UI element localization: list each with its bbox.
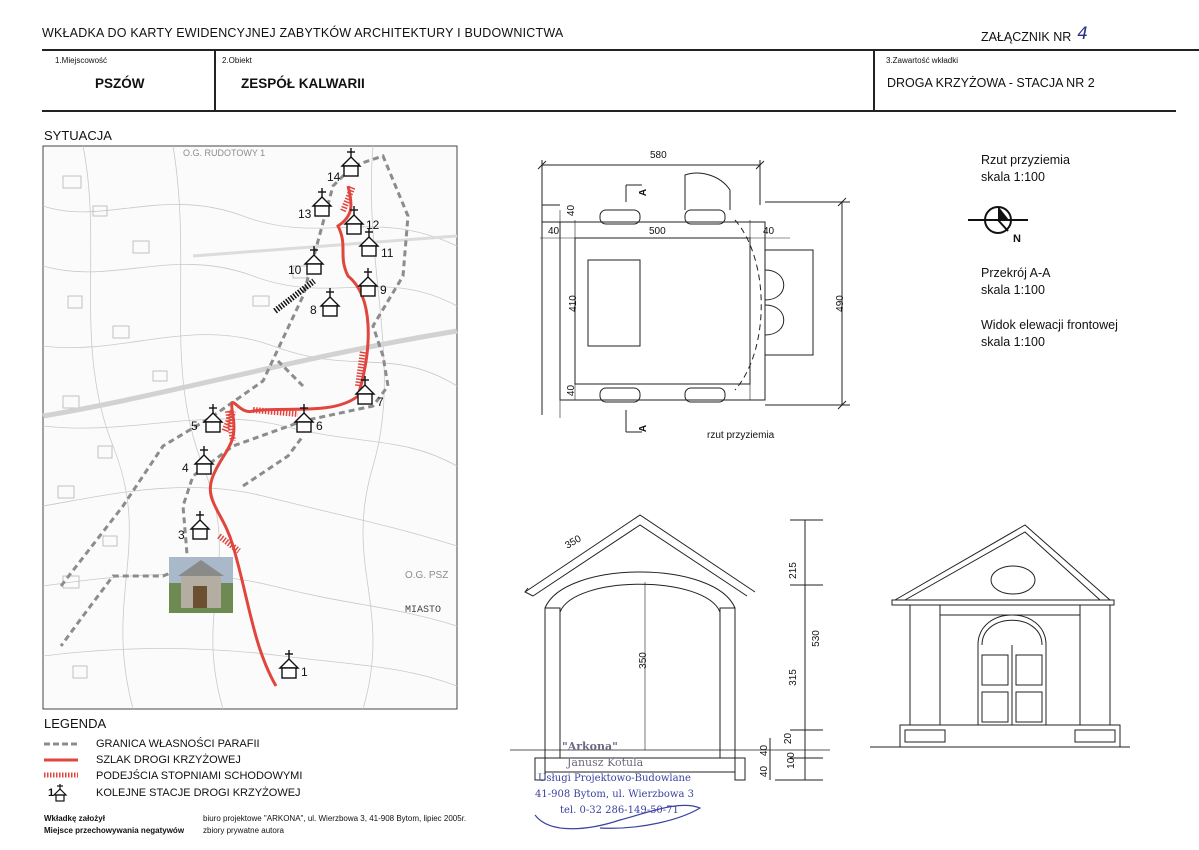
map-label-miasto: MIASTO	[405, 605, 442, 616]
map-label-rudotowy: O.G. RUDOTOWY 1	[183, 148, 266, 158]
legend-item-stairs: PODEJŚCIA STOPNIAMI SCHODOWYMI	[96, 770, 303, 782]
station-number-11: 11	[381, 246, 394, 260]
section-dim-350-height: 350	[637, 652, 649, 669]
section-dim-315: 315	[787, 669, 799, 686]
plan-dim-40-c: 40	[566, 204, 578, 217]
station-number-7: 7	[377, 395, 384, 409]
station-number-10: 10	[288, 263, 302, 277]
field-divider-1	[214, 49, 216, 111]
section-mark-bottom: A	[638, 424, 650, 433]
note-section-scale: skala 1:100	[981, 283, 1045, 297]
legend-item-route: SZLAK DROGI KRZYŻOWEJ	[96, 754, 241, 766]
section-dim-20: 20	[783, 732, 795, 745]
section-drawing	[505, 500, 840, 795]
plan-dim-500: 500	[649, 226, 666, 237]
front-elevation-drawing	[870, 520, 1130, 750]
object-value: ZESPÓŁ KALWARII	[241, 76, 365, 91]
section-dim-40-a: 40	[759, 744, 771, 757]
place-value: PSZÓW	[95, 76, 145, 91]
legend-item-stations: KOLEJNE STACJE DROGI KRZYŻOWEJ	[96, 787, 301, 799]
station-number-14: 14	[327, 170, 341, 184]
place-label: 1.Miejscowość	[55, 56, 108, 65]
map-label-ogpsz: O.G. PSZ	[405, 570, 449, 581]
document-title: WKŁADKA DO KARTY EWIDENCYJNEJ ZABYTKÓW ARCHITEKTURY I BUDOWNICTWA	[42, 26, 564, 40]
station-number-5: 5	[191, 419, 198, 433]
note-elevation-title: Widok elewacji frontowej	[981, 318, 1118, 332]
station-number-13: 13	[298, 207, 312, 221]
annex-label-text: ZAŁĄCZNIK NR	[981, 30, 1072, 44]
section-dim-350-roof: 350	[563, 533, 584, 552]
section-dim-530: 530	[810, 630, 822, 647]
situation-title: SYTUACJA	[44, 128, 112, 143]
content-label: 3.Zawartość wkładki	[886, 56, 959, 65]
legend-station-number: 1	[48, 787, 55, 799]
note-section-title: Przekrój A-A	[981, 266, 1051, 280]
section-mark-top: A	[638, 188, 650, 197]
plan-dim-40-b: 40	[763, 226, 775, 237]
plan-dim-580: 580	[650, 150, 667, 161]
plan-dim-40-a: 40	[548, 226, 560, 237]
station-number-4: 4	[182, 461, 189, 475]
header-top-rule	[42, 49, 1199, 51]
north-label: N	[1013, 233, 1021, 245]
section-dim-100: 100	[785, 752, 797, 769]
stamp-line-1: "Arkona"	[562, 740, 618, 753]
note-plan-scale: skala 1:100	[981, 170, 1045, 184]
signature-scribble	[530, 790, 710, 835]
header-bottom-rule	[42, 110, 1176, 112]
legend-title: LEGENDA	[44, 716, 107, 731]
plan-caption: rzut przyziemia	[707, 430, 775, 441]
field-divider-2	[873, 49, 875, 111]
content-value: DROGA KRZYŻOWA - STACJA NR 2	[887, 76, 1095, 90]
note-elevation-scale: skala 1:100	[981, 335, 1045, 349]
note-plan-title: Rzut przyziemia	[981, 153, 1070, 167]
footer-storage-label: Miejsce przechowywania negatywów	[44, 826, 185, 835]
annex-label	[981, 26, 1088, 46]
plan-dim-410: 410	[567, 295, 579, 312]
stamp-line-5: tel. 0-32 286-149-50-71	[560, 805, 679, 816]
legend-station-symbol	[54, 784, 66, 801]
stamp-line-3: Usługi Projektowo-Budowlane	[538, 773, 691, 784]
legend-item-boundary: GRANICA WŁASNOŚCI PARAFII	[96, 738, 260, 750]
station-number-9: 9	[380, 283, 387, 297]
station-number-8: 8	[310, 303, 317, 317]
annex-number: 4	[1077, 24, 1089, 44]
plan-dim-40-d: 40	[566, 384, 578, 397]
station-number-3: 3	[178, 528, 185, 542]
station-number-12: 12	[366, 218, 380, 232]
chapel-photo-thumbnail	[169, 557, 233, 613]
station-number-1: 1	[301, 665, 308, 679]
plan-dim-490: 490	[834, 295, 846, 312]
footer-author-value: biuro projektowe "ARKONA", ul. Wierzbowa 3, 41-908 Bytom, lipiec 2005r.	[203, 814, 467, 823]
stamp-line-4: 41-908 Bytom, ul. Wierzbowa 3	[535, 789, 694, 800]
section-dim-40-b: 40	[759, 765, 771, 778]
stamp-line-2: Janusz Kotula	[567, 756, 644, 769]
object-label: 2.Obiekt	[222, 56, 252, 65]
situation-map	[43, 146, 458, 710]
station-number-6: 6	[316, 419, 323, 433]
north-arrow-icon	[968, 198, 1032, 248]
footer-storage-value: zbiory prywatne autora	[203, 826, 284, 835]
footer-author-label: Wkładkę założył	[44, 814, 105, 823]
section-dim-215: 215	[787, 562, 799, 579]
